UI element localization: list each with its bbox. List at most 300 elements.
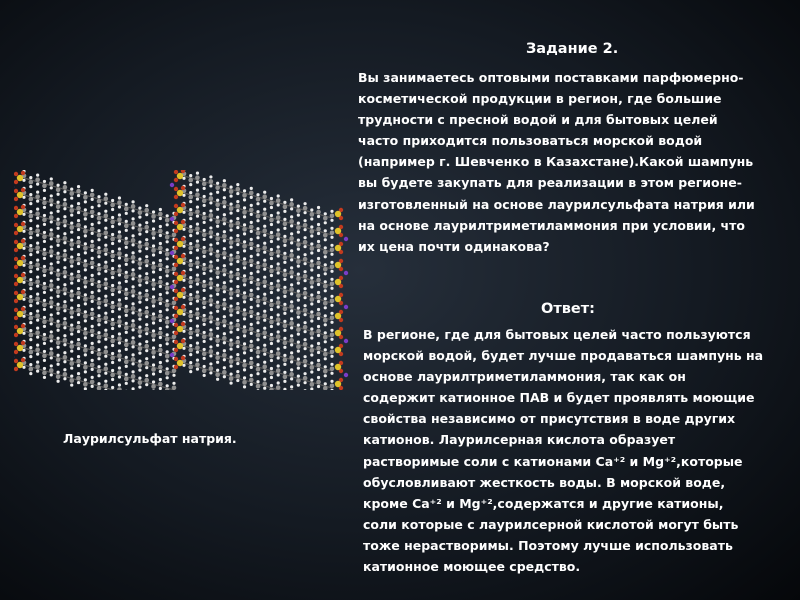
carbon-atom: [172, 267, 177, 272]
carbon-atom: [158, 212, 163, 217]
carbon-atom: [283, 256, 288, 261]
carbon-atom: [158, 314, 163, 319]
hydrogen-atom: [297, 273, 300, 276]
hydrogen-atom: [317, 359, 320, 362]
carbon-atom: [188, 263, 193, 268]
hydrogen-atom: [324, 348, 327, 351]
hydrogen-atom: [277, 237, 280, 240]
hydrogen-atom: [131, 336, 134, 339]
hydrogen-atom: [310, 378, 313, 381]
hydrogen-atom: [243, 325, 246, 328]
hydrogen-atom: [166, 223, 169, 226]
hydrogen-atom: [303, 219, 306, 222]
hydrogen-atom: [159, 208, 162, 211]
carbon-atom: [151, 282, 156, 287]
hydrogen-atom: [63, 283, 66, 286]
hydrogen-atom: [91, 223, 94, 226]
hydrogen-atom: [277, 271, 280, 274]
hydrogen-atom: [97, 238, 100, 241]
hydrogen-atom: [159, 217, 162, 220]
hydrogen-atom: [209, 175, 212, 178]
hydrogen-atom: [270, 350, 273, 353]
hydrogen-atom: [297, 299, 300, 302]
hydrogen-atom: [111, 199, 114, 202]
carbon-atom: [97, 284, 102, 289]
hydrogen-atom: [104, 304, 107, 307]
carbon-atom: [90, 346, 95, 351]
hydrogen-atom: [277, 262, 280, 265]
carbon-atom: [249, 344, 254, 349]
carbon-atom: [158, 365, 163, 370]
hydrogen-atom: [203, 238, 206, 241]
hydrogen-atom: [166, 325, 169, 328]
hydrogen-atom: [243, 376, 246, 379]
hydrogen-atom: [243, 317, 246, 320]
oxygen-atom: [14, 350, 18, 354]
oxygen-atom: [14, 367, 18, 371]
carbon-atom: [242, 278, 247, 283]
carbon-atom: [63, 304, 68, 309]
oxygen-atom: [14, 180, 18, 184]
carbon-atom: [124, 224, 129, 229]
carbon-atom: [202, 369, 207, 374]
hydrogen-atom: [270, 359, 273, 362]
hydrogen-atom: [223, 349, 226, 352]
hydrogen-atom: [91, 368, 94, 371]
task-line: вы будете закупать для реализации в этом регионе-: [358, 175, 742, 191]
hydrogen-atom: [189, 268, 192, 271]
hydrogen-atom: [216, 225, 219, 228]
carbon-atom: [222, 268, 227, 273]
hydrogen-atom: [97, 374, 100, 377]
hydrogen-atom: [324, 263, 327, 266]
hydrogen-atom: [263, 225, 266, 228]
oxygen-atom: [14, 265, 18, 269]
hydrogen-atom: [283, 201, 286, 204]
hydrogen-atom: [243, 266, 246, 269]
hydrogen-atom: [43, 291, 46, 294]
hydrogen-atom: [63, 207, 66, 210]
hydrogen-atom: [223, 239, 226, 242]
hydrogen-atom: [324, 297, 327, 300]
hydrogen-atom: [159, 285, 162, 288]
carbon-atom: [242, 380, 247, 385]
hydrogen-atom: [70, 187, 73, 190]
hydrogen-atom: [138, 275, 141, 278]
hydrogen-atom: [91, 206, 94, 209]
carbon-atom: [165, 354, 170, 359]
carbon-atom: [215, 338, 220, 343]
hydrogen-atom: [189, 336, 192, 339]
hydrogen-atom: [196, 274, 199, 277]
hydrogen-atom: [223, 188, 226, 191]
hydrogen-atom: [250, 374, 253, 377]
hydrogen-atom: [84, 259, 87, 262]
hydrogen-atom: [97, 280, 100, 283]
sulfur-atom: [335, 364, 341, 370]
hydrogen-atom: [223, 358, 226, 361]
carbon-atom: [283, 375, 288, 380]
carbon-atom: [296, 344, 301, 349]
hydrogen-atom: [209, 362, 212, 365]
carbon-atom: [49, 283, 54, 288]
carbon-atom: [249, 327, 254, 332]
hydrogen-atom: [297, 248, 300, 251]
carbon-atom: [158, 263, 163, 268]
hydrogen-atom: [256, 389, 259, 390]
carbon-atom: [110, 220, 115, 225]
hydrogen-atom: [270, 206, 273, 209]
carbon-atom: [296, 276, 301, 281]
hydrogen-atom: [159, 225, 162, 228]
hydrogen-atom: [104, 261, 107, 264]
oxygen-atom: [21, 324, 25, 328]
hydrogen-atom: [104, 363, 107, 366]
hydrogen-atom: [283, 320, 286, 323]
hydrogen-atom: [172, 374, 175, 377]
hydrogen-atom: [152, 270, 155, 273]
hydrogen-atom: [250, 213, 253, 216]
hydrogen-atom: [50, 313, 53, 316]
hydrogen-atom: [277, 211, 280, 214]
hydrogen-atom: [97, 323, 100, 326]
hydrogen-atom: [250, 196, 253, 199]
carbon-atom: [69, 293, 74, 298]
hydrogen-atom: [152, 321, 155, 324]
hydrogen-atom: [104, 219, 107, 222]
carbon-atom: [310, 229, 315, 234]
hydrogen-atom: [159, 268, 162, 271]
carbon-atom: [56, 255, 61, 260]
hydrogen-atom: [29, 372, 32, 375]
hydrogen-atom: [243, 240, 246, 243]
carbon-atom: [269, 371, 274, 376]
hydrogen-atom: [196, 359, 199, 362]
hydrogen-atom: [56, 380, 59, 383]
hydrogen-atom: [138, 318, 141, 321]
carbon-atom: [249, 242, 254, 247]
hydrogen-atom: [324, 246, 327, 249]
hydrogen-atom: [36, 276, 39, 279]
carbon-atom: [104, 264, 109, 269]
hydrogen-atom: [250, 221, 253, 224]
hydrogen-atom: [97, 272, 100, 275]
hydrogen-atom: [243, 223, 246, 226]
hydrogen-atom: [166, 248, 169, 251]
carbon-atom: [117, 217, 122, 222]
hydrogen-atom: [203, 357, 206, 360]
hydrogen-atom: [310, 302, 313, 305]
carbon-atom: [242, 210, 247, 215]
hydrogen-atom: [277, 288, 280, 291]
hydrogen-atom: [310, 361, 313, 364]
carbon-atom: [276, 232, 281, 237]
hydrogen-atom: [97, 255, 100, 258]
hydrogen-atom: [290, 343, 293, 346]
hydrogen-atom: [290, 283, 293, 286]
hydrogen-atom: [243, 351, 246, 354]
hydrogen-atom: [270, 367, 273, 370]
hydrogen-atom: [236, 336, 239, 339]
carbon-atom: [215, 185, 220, 190]
hydrogen-atom: [209, 303, 212, 306]
hydrogen-atom: [189, 361, 192, 364]
hydrogen-atom: [277, 245, 280, 248]
hydrogen-atom: [63, 181, 66, 184]
task-line: изготовленный на основе лаурилсульфата натрия или: [358, 196, 755, 212]
hydrogen-atom: [203, 229, 206, 232]
hydrogen-atom: [310, 225, 313, 228]
carbon-atom: [56, 323, 61, 328]
hydrogen-atom: [256, 236, 259, 239]
hydrogen-atom: [166, 342, 169, 345]
oxygen-atom: [174, 348, 178, 352]
carbon-atom: [49, 334, 54, 339]
hydrogen-atom: [317, 240, 320, 243]
sulfur-atom: [17, 243, 23, 249]
hydrogen-atom: [223, 341, 226, 344]
hydrogen-atom: [263, 259, 266, 262]
hydrogen-atom: [63, 258, 66, 261]
hydrogen-atom: [303, 202, 306, 205]
carbon-atom: [63, 372, 68, 377]
hydrogen-atom: [277, 381, 280, 384]
carbon-atom: [131, 255, 136, 260]
hydrogen-atom: [63, 232, 66, 235]
hydrogen-atom: [324, 340, 327, 343]
hydrogen-atom: [290, 241, 293, 244]
hydrogen-atom: [196, 351, 199, 354]
task-line: (например г. Шевченко в Казахстане).Какой шампунь: [358, 154, 754, 170]
hydrogen-atom: [216, 276, 219, 279]
hydrogen-atom: [29, 227, 32, 230]
hydrogen-atom: [216, 344, 219, 347]
carbon-atom: [188, 178, 193, 183]
hydrogen-atom: [70, 238, 73, 241]
hydrogen-atom: [270, 240, 273, 243]
hydrogen-atom: [270, 257, 273, 260]
sodium-atom: [344, 237, 348, 241]
hydrogen-atom: [229, 194, 232, 197]
hydrogen-atom: [263, 242, 266, 245]
hydrogen-atom: [297, 358, 300, 361]
hydrogen-atom: [159, 319, 162, 322]
carbon-atom: [222, 336, 227, 341]
hydrogen-atom: [236, 183, 239, 186]
carbon-atom: [69, 344, 74, 349]
oxygen-atom: [21, 307, 25, 311]
hydrogen-atom: [189, 344, 192, 347]
hydrogen-atom: [290, 368, 293, 371]
carbon-atom: [151, 299, 156, 304]
hydrogen-atom: [283, 269, 286, 272]
carbon-atom: [124, 377, 129, 382]
hydrogen-atom: [125, 254, 128, 257]
hydrogen-atom: [70, 340, 73, 343]
hydrogen-atom: [84, 251, 87, 254]
hydrogen-atom: [263, 387, 266, 390]
sulfur-atom: [177, 326, 183, 332]
carbon-atom: [124, 241, 129, 246]
carbon-atom: [310, 331, 315, 336]
hydrogen-atom: [330, 304, 333, 307]
hydrogen-atom: [216, 284, 219, 287]
carbon-atom: [296, 259, 301, 264]
hydrogen-atom: [256, 295, 259, 298]
hydrogen-atom: [330, 244, 333, 247]
hydrogen-atom: [283, 261, 286, 264]
carbon-atom: [117, 370, 122, 375]
carbon-atom: [296, 327, 301, 332]
hydrogen-atom: [56, 329, 59, 332]
carbon-atom: [202, 284, 207, 289]
carbon-atom: [222, 353, 227, 358]
carbon-atom: [131, 289, 136, 294]
hydrogen-atom: [263, 378, 266, 381]
hydrogen-atom: [297, 307, 300, 310]
hydrogen-atom: [216, 361, 219, 364]
hydrogen-atom: [223, 256, 226, 259]
carbon-atom: [63, 219, 68, 224]
carbon-atom: [158, 246, 163, 251]
carbon-atom: [310, 263, 315, 268]
hydrogen-atom: [111, 208, 114, 211]
hydrogen-atom: [84, 370, 87, 373]
sodium-atom: [170, 319, 174, 323]
hydrogen-atom: [70, 213, 73, 216]
hydrogen-atom: [131, 294, 134, 297]
hydrogen-atom: [256, 372, 259, 375]
hydrogen-atom: [43, 308, 46, 311]
carbon-atom: [222, 285, 227, 290]
oxygen-atom: [181, 356, 185, 360]
oxygen-atom: [14, 282, 18, 286]
hydrogen-atom: [263, 361, 266, 364]
hydrogen-atom: [290, 377, 293, 380]
hydrogen-atom: [131, 362, 134, 365]
hydrogen-atom: [236, 319, 239, 322]
oxygen-atom: [181, 203, 185, 207]
carbon-atom: [262, 245, 267, 250]
hydrogen-atom: [145, 264, 148, 267]
hydrogen-atom: [196, 342, 199, 345]
hydrogen-atom: [104, 338, 107, 341]
hydrogen-atom: [229, 253, 232, 256]
hydrogen-atom: [310, 310, 313, 313]
carbon-atom: [262, 347, 267, 352]
hydrogen-atom: [125, 331, 128, 334]
hydrogen-atom: [263, 268, 266, 271]
answer-line: основе лаурилтриметиламмония, так как он: [363, 369, 686, 385]
carbon-atom: [229, 308, 234, 313]
carbon-atom: [289, 355, 294, 360]
carbon-atom: [283, 341, 288, 346]
carbon-atom: [76, 189, 81, 194]
hydrogen-atom: [166, 333, 169, 336]
hydrogen-atom: [303, 287, 306, 290]
hydrogen-atom: [43, 197, 46, 200]
carbon-atom: [330, 367, 335, 372]
hydrogen-atom: [189, 310, 192, 313]
hydrogen-atom: [104, 329, 107, 332]
hydrogen-atom: [270, 223, 273, 226]
hydrogen-atom: [303, 245, 306, 248]
carbon-atom: [117, 302, 122, 307]
hydrogen-atom: [290, 266, 293, 269]
hydrogen-atom: [297, 350, 300, 353]
carbon-atom: [35, 347, 40, 352]
hydrogen-atom: [111, 378, 114, 381]
hydrogen-atom: [303, 364, 306, 367]
hydrogen-atom: [138, 233, 141, 236]
hydrogen-atom: [84, 225, 87, 228]
hydrogen-atom: [196, 215, 199, 218]
carbon-atom: [97, 318, 102, 323]
hydrogen-atom: [56, 295, 59, 298]
hydrogen-atom: [250, 230, 253, 233]
hydrogen-atom: [97, 263, 100, 266]
carbon-atom: [296, 208, 301, 213]
hydrogen-atom: [138, 386, 141, 389]
hydrogen-atom: [138, 284, 141, 287]
hydrogen-atom: [250, 281, 253, 284]
oxygen-atom: [174, 187, 178, 191]
hydrogen-atom: [97, 212, 100, 215]
carbon-atom: [138, 261, 143, 266]
hydrogen-atom: [56, 337, 59, 340]
hydrogen-atom: [77, 236, 80, 239]
hydrogen-atom: [125, 322, 128, 325]
hydrogen-atom: [36, 310, 39, 313]
hydrogen-atom: [56, 312, 59, 315]
carbon-atom: [283, 273, 288, 278]
hydrogen-atom: [118, 230, 121, 233]
hydrogen-atom: [152, 304, 155, 307]
carbon-atom: [209, 366, 214, 371]
hydrogen-atom: [277, 220, 280, 223]
sulfur-atom: [17, 345, 23, 351]
carbon-atom: [151, 316, 156, 321]
hydrogen-atom: [256, 355, 259, 358]
hydrogen-atom: [104, 380, 107, 383]
hydrogen-atom: [159, 370, 162, 373]
hydrogen-atom: [84, 268, 87, 271]
hydrogen-atom: [159, 344, 162, 347]
carbon-atom: [330, 231, 335, 236]
hydrogen-atom: [229, 228, 232, 231]
hydrogen-atom: [145, 289, 148, 292]
carbon-atom: [104, 247, 109, 252]
carbon-atom: [29, 214, 34, 219]
carbon-atom: [310, 314, 315, 319]
hydrogen-atom: [263, 234, 266, 237]
carbon-atom: [97, 199, 102, 204]
hydrogen-atom: [91, 291, 94, 294]
hydrogen-atom: [145, 340, 148, 343]
sulfur-atom: [335, 330, 341, 336]
hydrogen-atom: [209, 252, 212, 255]
hydrogen-atom: [243, 206, 246, 209]
hydrogen-atom: [43, 282, 46, 285]
carbon-atom: [202, 301, 207, 306]
hydrogen-atom: [50, 186, 53, 189]
hydrogen-atom: [118, 222, 121, 225]
hydrogen-atom: [270, 333, 273, 336]
sulfur-atom: [177, 173, 183, 179]
hydrogen-atom: [97, 195, 100, 198]
hydrogen-atom: [317, 342, 320, 345]
oxygen-atom: [174, 170, 178, 174]
